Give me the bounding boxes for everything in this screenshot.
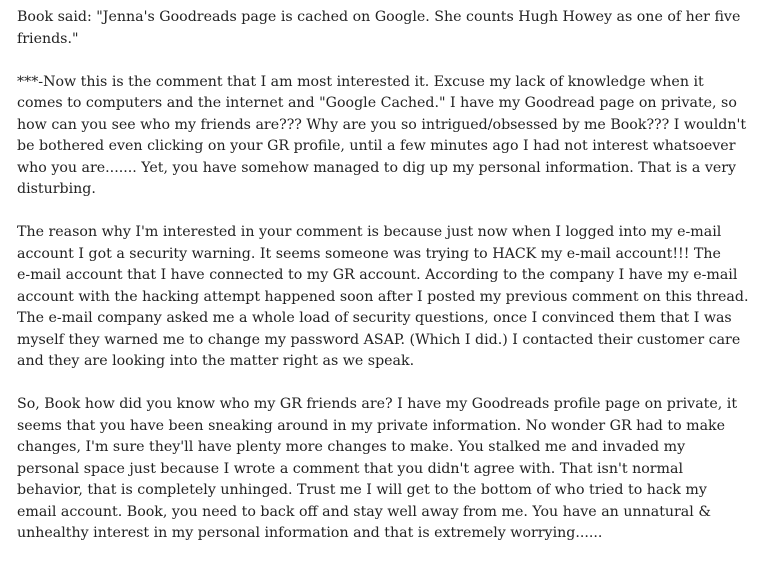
text-line: and they are looking into the matter right as we speak. (17, 353, 415, 369)
text-line: account with the hacking attempt happened soon after I posted my previous comment on this thread. (17, 288, 749, 305)
text-line: unhealthy interest in my personal information and that is extremely worrying...... (17, 525, 603, 541)
paragraph-security-warning (17, 222, 767, 373)
text-line: seems that you have been sneaking around in my private information. No wonder GR had to make (17, 417, 726, 434)
text-line: be bothered even clicking on your GR profile, until a few minutes ago I had not interest whatsoever (17, 138, 736, 154)
text-line: The e-mail company asked me a whole load of security questions, once I convinced them that I was (17, 310, 732, 326)
text-line: changes, I'm sure they'll have plenty more changes to make. You stalked me and invaded my (17, 439, 686, 455)
text-line: The reason why I'm interested in your comment is because just now when I logged into my e-mail (17, 224, 722, 240)
text-line: disturbing. (17, 181, 96, 197)
comment-body (17, 7, 767, 566)
text-line: how can you see who my friends are??? Why are you so intrigued/obsessed by me Book??? I wouldn't (17, 116, 747, 133)
paragraph-response (17, 72, 767, 201)
text-line: email account. Book, you need to back off and stay well away from me. You have an unnatural & (17, 503, 711, 520)
text-line: comes to computers and the internet and "Google Cached." I have my Goodread page on private, so (17, 95, 737, 111)
text-line: account I got a security warning. It seems someone was trying to HACK my e-mail account!!! The (17, 245, 721, 262)
paragraph-quote (17, 7, 767, 50)
text-line: ***-Now this is the comment that I am most interested it. Excuse my lack of knowledge when it (17, 73, 704, 90)
text-line: who you are....... Yet, you have somehow managed to dig up my personal information. That is a very (17, 159, 737, 176)
text-line: personal space just because I wrote a comment that you didn't agree with. That isn't normal (17, 460, 684, 477)
text-line: e-mail account that I have connected to my GR account. According to the company I have my e-mail (17, 267, 738, 283)
text-line: myself they warned me to change my password ASAP. (Which I did.) I contacted their customer care (17, 331, 741, 348)
text-line: friends." (17, 30, 79, 47)
text-line: So, Book how did you know who my GR friends are? I have my Goodreads profile page on private, it (17, 396, 738, 412)
text-line: behavior, that is completely unhinged. Trust me I will get to the bottom of who tried to hack my (17, 482, 707, 498)
text-line: Book said: "Jenna's Goodreads page is cached on Google. She counts Hugh Howey as one of her five (17, 9, 741, 25)
paragraph-conclusion (17, 394, 767, 545)
